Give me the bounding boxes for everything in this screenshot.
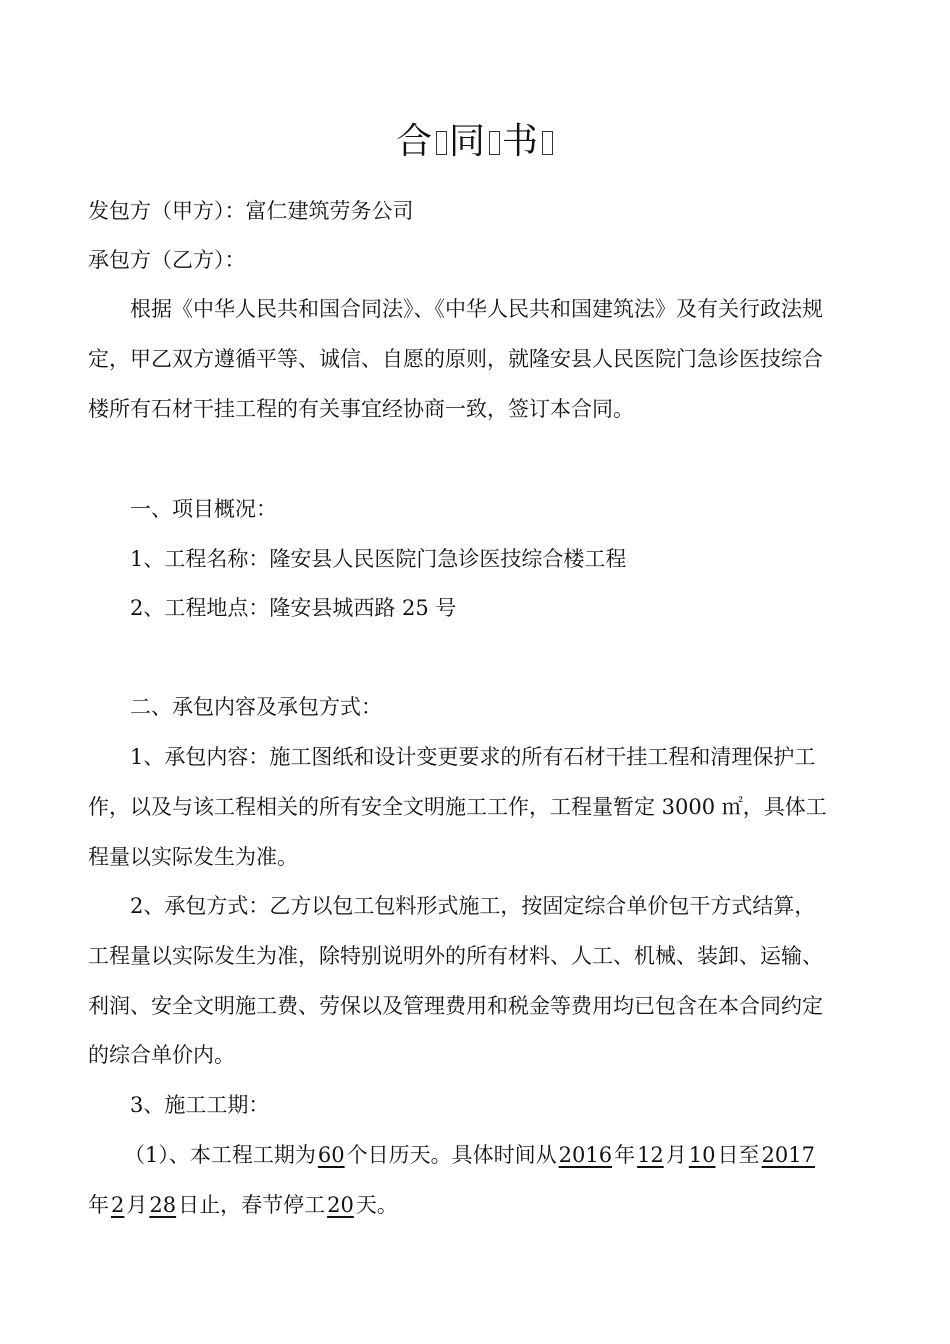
start-day: 10 (688, 1143, 716, 1167)
scope-line-2: 作，以及与该工程相关的所有安全文明施工工作，工程量暂定 3000 ㎡，具体工 (88, 795, 827, 819)
intro-line-2: 定，甲乙双方遵循平等、诚信、自愿的原则，就隆安县人民医院门急诊医技综合 (88, 347, 823, 371)
intro-line-1: 根据《中华人民共和国合同法》、《中华人民共和国建筑法》及有关行政法规 (130, 297, 823, 321)
missing-glyph-box (489, 131, 500, 155)
title-char-3: 书 (502, 121, 541, 162)
missing-glyph-box (542, 131, 553, 155)
end-month: 2 (111, 1193, 125, 1217)
duration-days: 60 (317, 1143, 345, 1167)
method-line-1: 2、承包方式：乙方以包工包料形式施工，按固定综合单价包干方式结算， (130, 894, 816, 918)
period-line-2: 年2月28日止，春节停工20天。 (88, 1193, 398, 1217)
start-year: 2016 (558, 1143, 613, 1167)
method-line-3: 利润、安全文明施工费、劳保以及管理费用和税金等费用均已包含在本合同约定 (88, 994, 823, 1018)
title-char-1: 合 (395, 121, 434, 162)
intro-line-3: 楼所有石材干挂工程的有关事宜经协商一致，签订本合同。 (88, 397, 634, 421)
section-1-heading: 一、项目概况： (130, 497, 277, 521)
method-line-2: 工程量以实际发生为准，除特别说明外的所有材料、人工、机械、装卸、运输、 (88, 944, 823, 968)
holiday-days: 20 (327, 1193, 354, 1217)
missing-glyph-box (436, 131, 447, 155)
project-location: 2、工程地点：隆安县城西路 25 号 (130, 596, 457, 620)
title-char-2: 同 (448, 121, 487, 162)
scope-line-3: 程量以实际发生为准。 (88, 845, 298, 869)
section-2-heading: 二、承包内容及承包方式： (130, 695, 382, 719)
period-line-1: （1）、本工程工期为60个日历天。具体时间从2016年12月10日至2017 (124, 1143, 815, 1167)
party-b-line: 承包方（乙方）： (88, 248, 246, 272)
project-name: 1、工程名称：隆安县人民医院门急诊医技综合楼工程 (130, 547, 627, 571)
period-heading: 3、施工工期： (130, 1093, 270, 1117)
end-year: 2017 (761, 1143, 815, 1167)
start-month: 12 (637, 1143, 664, 1167)
scope-line-1: 1、承包内容：施工图纸和设计变更要求的所有石材干挂工程和清理保护工 (130, 745, 816, 769)
end-day: 28 (149, 1193, 177, 1217)
page-title (88, 118, 863, 166)
party-a-line: 发包方（甲方）：富仁建筑劳务公司 (88, 199, 414, 223)
method-line-4: 的综合单价内。 (88, 1043, 235, 1067)
